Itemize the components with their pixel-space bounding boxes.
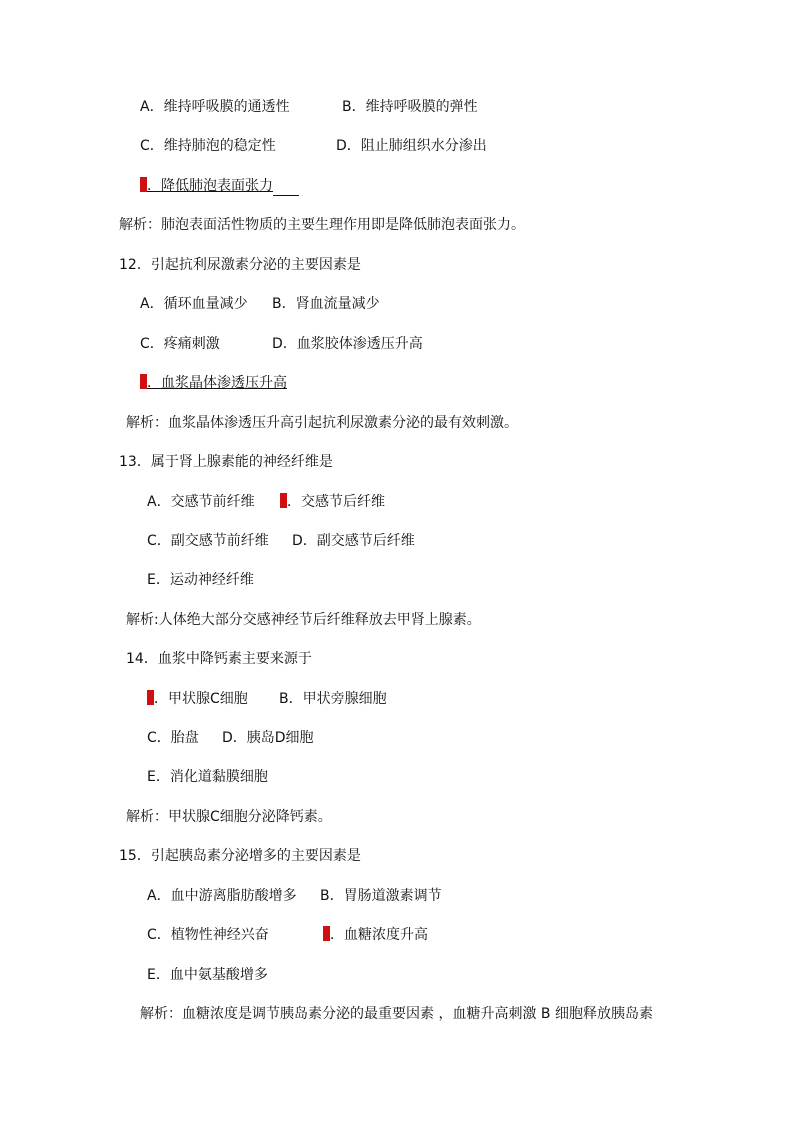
q11-option-a: A．维持呼吸膜的通透性	[140, 99, 290, 115]
q12-answer	[140, 373, 287, 393]
q14-stem: 14．血浆中降钙素主要来源于	[126, 651, 312, 667]
q15-option-a: A．血中游离脂肪酸增多	[147, 888, 297, 904]
q13-analysis: 解析:人体绝大部分交感神经节后纤维释放去甲肾上腺素。	[126, 612, 481, 628]
q15-analysis: 解析：血糖浓度是调节胰岛素分泌的最重要因素 ，血糖升高刺激 B 细胞释放胰岛素	[140, 1006, 653, 1022]
q11-answer	[140, 176, 299, 196]
answer-marker	[147, 690, 154, 705]
q11-option-d: D．阻止肺组织水分渗出	[336, 138, 487, 154]
q12-analysis: 解析：血浆晶体渗透压升高引起抗利尿激素分泌的最有效刺激。	[126, 415, 518, 431]
q11-option-b: B．维持呼吸膜的弹性	[342, 99, 478, 115]
q15-options-row-1	[147, 886, 442, 906]
q11-options-row-1	[140, 97, 478, 117]
q14-option-a-text: ．甲状腺C细胞	[154, 691, 248, 707]
q14-options-row-1	[147, 689, 387, 709]
q11-options-row-2	[140, 136, 487, 156]
q12-option-c: C．疼痛刺激	[140, 336, 220, 352]
q13-option-d: D．副交感节后纤维	[292, 533, 415, 549]
q13-options-row-2	[147, 531, 415, 551]
q11-option-c: C．维持肺泡的稳定性	[140, 138, 276, 154]
q14-option-a	[147, 689, 279, 709]
q13-option-c: C．副交感节前纤维	[147, 533, 269, 549]
q15-option-b: B．胃肠道激素调节	[320, 888, 442, 904]
q13-option-e: E．运动神经纤维	[147, 572, 254, 588]
q15-option-e: E．血中氨基酸增多	[147, 967, 268, 983]
q15-option-d	[323, 925, 428, 945]
q12-stem: 12．引起抗利尿激素分泌的主要因素是	[119, 257, 361, 273]
q15-option-d-text: ．血糖浓度升高	[330, 927, 428, 943]
q12-options-row-1	[140, 294, 380, 314]
q13-option-b	[280, 492, 385, 512]
q15-options-row-2	[147, 925, 428, 945]
q13-options-row-1	[147, 492, 385, 512]
q12-options-row-2	[140, 334, 423, 354]
q14-option-e: E．消化道黏膜细胞	[147, 769, 268, 785]
answer-marker	[323, 926, 330, 941]
q14-option-c: C．胎盘	[147, 730, 199, 746]
answer-marker	[140, 177, 147, 192]
q14-analysis: 解析：甲状腺C细胞分泌降钙素。	[126, 809, 332, 825]
q12-option-b: B．肾血流量减少	[272, 296, 380, 312]
underline-extension	[273, 181, 299, 196]
q14-option-d: D．胰岛D细胞	[222, 730, 314, 746]
q15-stem: 15．引起胰岛素分泌增多的主要因素是	[119, 848, 361, 864]
q12-answer-text: ．血浆晶体渗透压升高	[147, 375, 287, 391]
answer-marker	[280, 493, 287, 508]
q14-option-b: B．甲状旁腺细胞	[279, 691, 387, 707]
q15-option-c: C．植物性神经兴奋	[147, 927, 269, 943]
q13-stem: 13．属于肾上腺素能的神经纤维是	[119, 454, 333, 470]
q11-answer-text: ．降低肺泡表面张力	[147, 178, 273, 194]
q14-options-row-2	[147, 728, 314, 748]
answer-marker	[140, 374, 147, 389]
q13-option-a: A．交感节前纤维	[147, 494, 255, 510]
q12-option-d: D．血浆胶体渗透压升高	[272, 336, 423, 352]
q12-option-a: A．循环血量减少	[140, 296, 248, 312]
q11-analysis: 解析：肺泡表面活性物质的主要生理作用即是降低肺泡表面张力。	[119, 217, 525, 233]
q13-option-b-text: ．交感节后纤维	[287, 494, 385, 510]
